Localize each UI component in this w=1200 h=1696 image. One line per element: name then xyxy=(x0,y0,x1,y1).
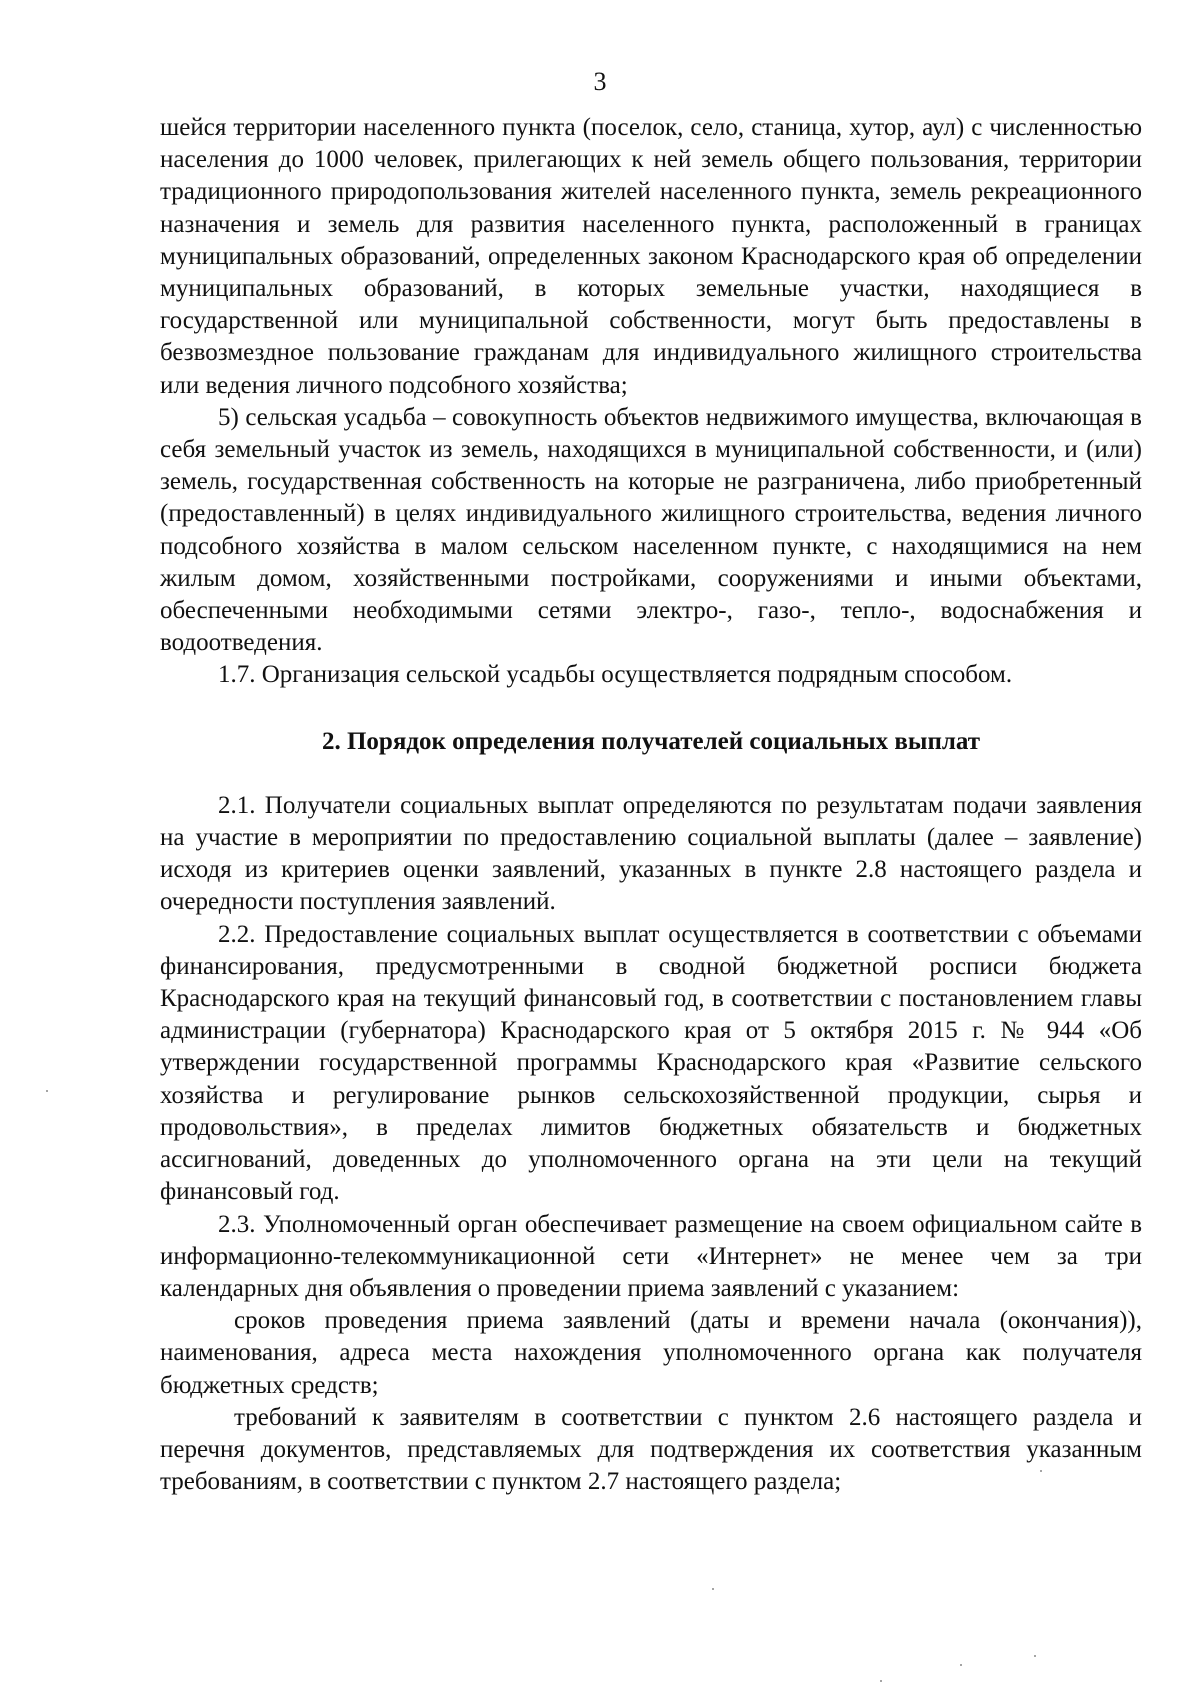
scan-speck xyxy=(712,1588,714,1590)
paragraph-applicant-requirements: требований к заявителям в соответствии с пунктом 2.6 настоящего раздела и перечня документов, представляемых для подтверждения их соответствия указанным требованиям, в соответствии с пунктом 2.7 настоящего раздела; xyxy=(160,1403,1142,1496)
paragraph-2-2: 2.2. Предоставление социальных выплат осуществляется в соответствии с объемами финансирования, предусмотренными в сводной бюджетной росписи бюджета Краснодарского края на текущий финансовый год, в соответствии с постановлением главы администрации (губернатора) Краснодарского края от 5 октября 2015 г. № 944 «Об утверждении государственной программы Краснодарского края «Развитие сельского хозяйства и регулирование рынков сельскохозяйственной продукции, сырья и продовольствия», в пределах лимитов бюджетных обязательств и бюджетных ассигнований, доведенных до уполномоченного органа на эти цели на текущий финансовый год. xyxy=(160,920,1142,1206)
paragraph-2-3: 2.3. Уполномоченный орган обеспечивает размещение на своем официальном сайте в информационно-телекоммуникационной сети «Интернет» не менее чем за три календарных дня объявления о проведении приема заявлений с указанием: xyxy=(160,1210,1142,1302)
section-heading: 2. Порядок определения получателей социальных выплат xyxy=(321,727,981,755)
document-body xyxy=(160,112,1142,1498)
scan-speck xyxy=(960,1664,962,1666)
paragraph-application-terms: сроков проведения приема заявлений (даты и времени начала (окончания)), наименования, адреса места нахождения уполномоченного органа как получателя бюджетных средств; xyxy=(160,1307,1142,1399)
paragraph-2-1: 2.1. Получатели социальных выплат определяются по результатам подачи заявления на участие в мероприятии по предоставлению социальной выплаты (далее – заявление) исходя из критериев оценки заявлений, указанных в пункте 2.8 настоящего раздела и очередности поступления заявлений. xyxy=(160,791,1142,916)
scan-speck xyxy=(880,1680,882,1682)
paragraph-1-7: 1.7. Организация сельской усадьбы осуществляется подрядным способом. xyxy=(218,661,1013,689)
scan-speck xyxy=(1040,1470,1042,1472)
page-number: 3 xyxy=(593,67,607,96)
paragraph-rural-estate: 5) сельская усадьба – совокупность объектов недвижимого имущества, включающая в себя земельный участок из земель, находящихся в муниципальной собственности, и (или) земель, государственная собственность на которые не разграничена, либо приобретенный (предоставленный) в целях индивидуального жилищного строительства, ведения личного подсобного хозяйства в малом сельском населенном пункте, с находящимися на нем жилым домом, хозяйственными постройками, сооружениями и иными объектами, обеспеченными необходимыми сетями электро-, газо-, тепло-, водоснабжения и водоотведения. xyxy=(160,403,1142,657)
paragraph-definition-continued: шейся территории населенного пункта (поселок, село, станица, хутор, аул) с численностью населения до 1000 человек, прилегающих к ней земель общего пользования, территории традиционного природопользования жителей населенного пункта, земель рекреационного назначения и земель для развития населенного пункта, расположенный в границах муниципальных образований, определенных законом Краснодарского края об определении муниципальных образований, в которых земельные участки, находящиеся в государственной или муниципальной собственности, могут быть предоставлены в безвозмездное пользование гражданам для индивидуального жилищного строительства или ведения личного подсобного хозяйства; xyxy=(160,114,1142,399)
scan-speck xyxy=(46,1090,48,1092)
scan-speck xyxy=(1034,1655,1036,1657)
